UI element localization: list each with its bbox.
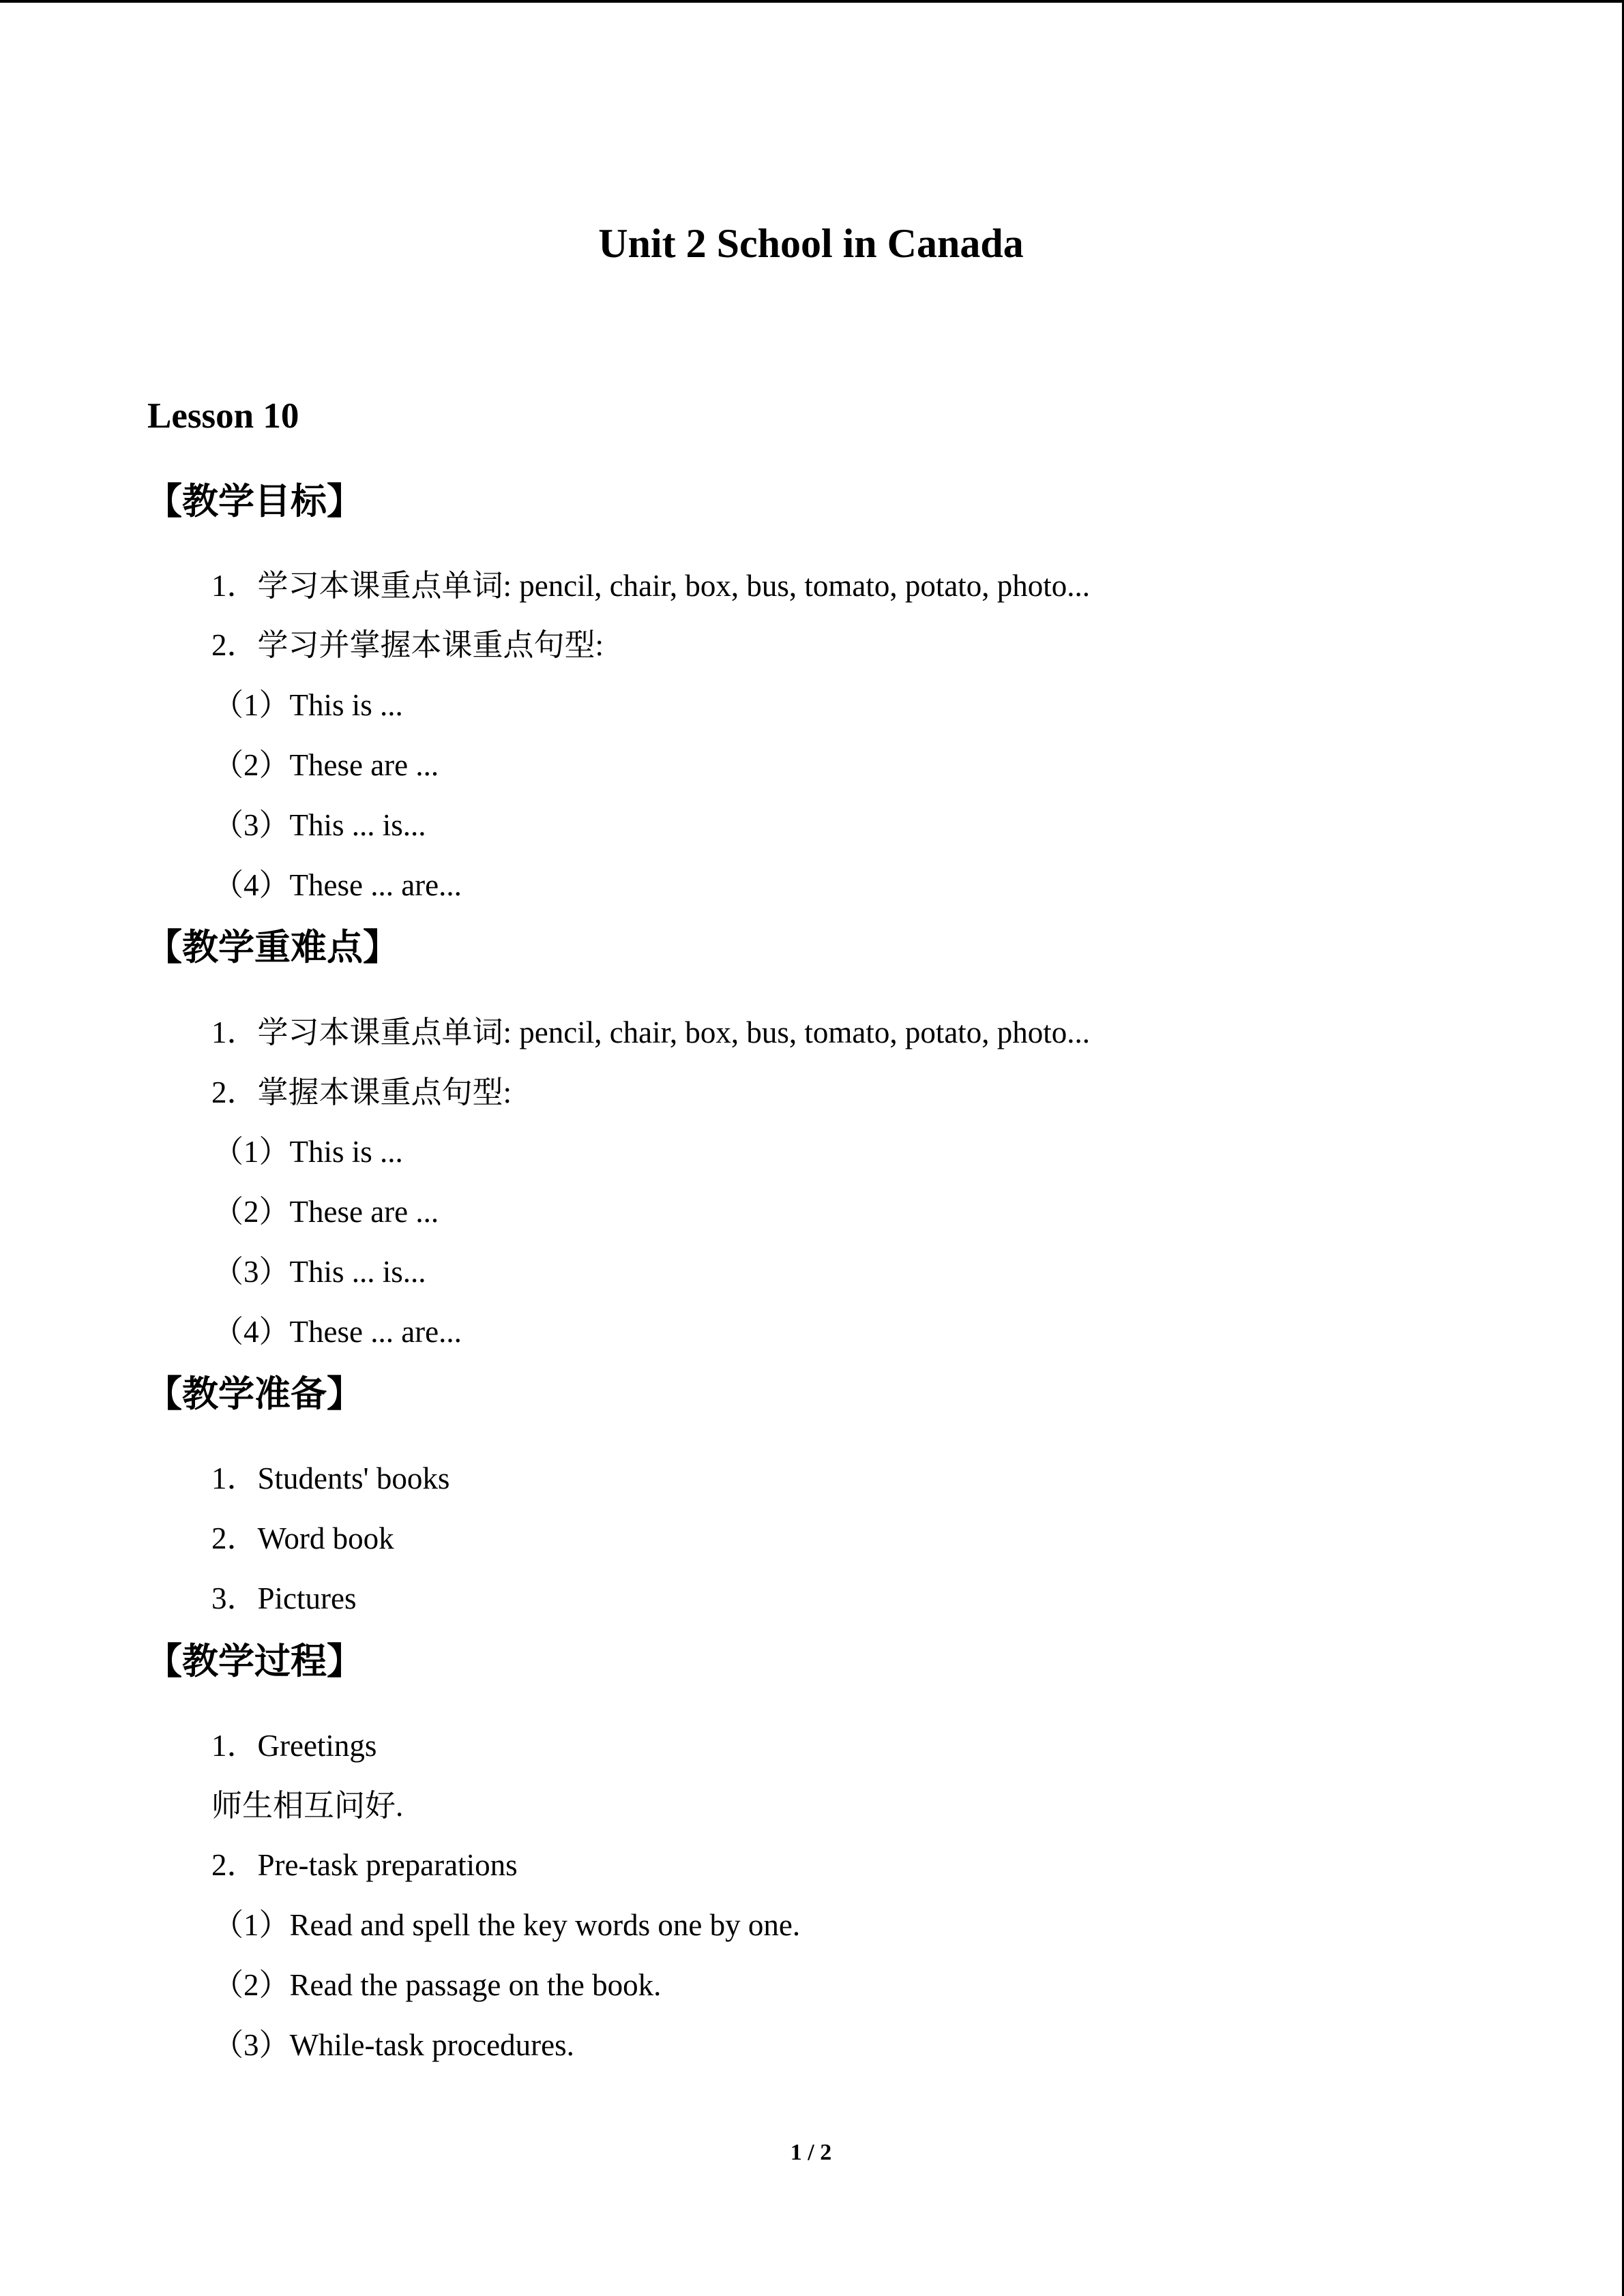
preparation-item: 1．Students' books: [211, 1461, 450, 1495]
section-heading-key-points: 【教学重难点】: [146, 927, 399, 968]
objective-subitem: （2）These are ...: [213, 748, 439, 782]
objective-item: 1．学习本课重点单词: pencil, chair, box, bus, tomato, potato, photo...: [211, 569, 1091, 603]
objective-item: 2．学习并掌握本课重点句型:: [211, 628, 604, 662]
page-number: 1 / 2: [790, 2140, 832, 2165]
section-heading-objectives: 【教学目标】: [146, 481, 363, 522]
key-point-item: 2．掌握本课重点句型:: [211, 1075, 512, 1109]
process-subitem: （1）Read and spell the key words one by one.: [213, 1908, 801, 1942]
key-point-item: 1．学习本课重点单词: pencil, chair, box, bus, tomato, potato, photo...: [211, 1015, 1091, 1049]
process-item: 1．Greetings: [211, 1729, 377, 1763]
process-subitem: （3）While-task procedures.: [213, 2028, 574, 2062]
objective-subitem: （4）These ... are...: [213, 868, 462, 902]
process-item: 2．Pre-task preparations: [211, 1848, 518, 1882]
objective-subitem: （1）This is ...: [213, 688, 403, 722]
document-title: Unit 2 School in Canada: [598, 221, 1024, 266]
key-point-subitem: （2）These are ...: [213, 1195, 439, 1229]
lesson-title: Lesson 10: [147, 396, 299, 436]
section-heading-process: 【教学过程】: [146, 1641, 363, 1682]
key-point-subitem: （4）These ... are...: [213, 1315, 462, 1349]
objective-subitem: （3）This ... is...: [213, 808, 426, 842]
preparation-item: 2．Word book: [211, 1521, 394, 1555]
key-point-subitem: （3）This ... is...: [213, 1255, 426, 1289]
process-subitem: （2）Read the passage on the book.: [213, 1968, 662, 2002]
section-heading-preparation: 【教学准备】: [146, 1373, 363, 1415]
preparation-item: 3．Pictures: [211, 1581, 357, 1615]
key-point-subitem: （1）This is ...: [213, 1135, 403, 1169]
process-note: 师生相互问好.: [211, 1789, 404, 1823]
